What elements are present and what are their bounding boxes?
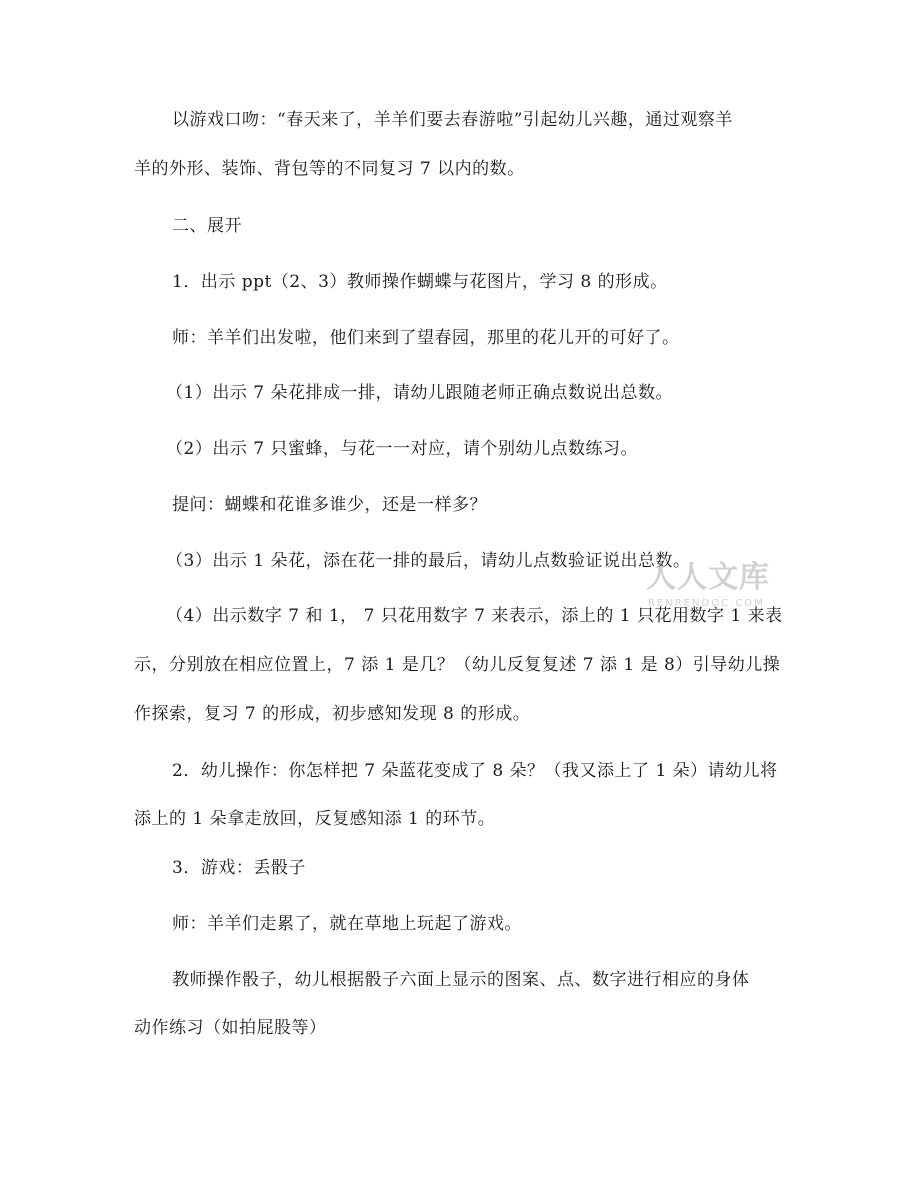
text-line: 作探索，复习 7 的形成，初步感知发现 8 的形成。 [134,704,531,724]
text-line: 3．游戏：丢骰子 [172,858,306,878]
text-line: （4）出示数字 7 和 1， 7 只花用数字 7 来表示，添上的 1 只花用数字 1 来表 [166,606,783,626]
text-line: 2．幼儿操作：你怎样把 7 朵蓝花变成了 8 朵？（我又添上了 1 朵）请幼儿将 [172,761,778,781]
text-line: （3）出示 1 朵花，添在花一排的最后，请幼儿点数验证说出总数。 [166,551,691,571]
text-line: （1）出示 7 朵花排成一排，请幼儿跟随老师正确点数说出总数。 [166,383,673,403]
text-line: 师：羊羊们走累了，就在草地上玩起了游戏。 [172,914,522,934]
watermark-title: 人人文库 [646,560,770,595]
text-line: 以游戏口吻：“春天来了，羊羊们要去春游啦”引起幼儿兴趣，通过观察羊 [172,110,733,130]
text-line: 1．出示 ppt（2、3）教师操作蝴蝶与花图片，学习 8 的形成。 [172,272,668,292]
text-line: 提问：蝴蝶和花谁多谁少，还是一样多？ [172,495,487,515]
text-line: （2）出示 7 只蜜蜂，与花一一对应，请个别幼儿点数练习。 [166,439,638,459]
text-line: 示，分别放在相应位置上，7 添 1 是几？（幼儿反复复述 7 添 1 是 8）引导幼儿操 [134,655,781,675]
text-line: 羊的外形、装饰、背包等的不同复习 7 以内的数。 [134,159,525,179]
text-line: 教师操作骰子，幼儿根据骰子六面上显示的图案、点、数字进行相应的身体 [172,970,750,990]
text-line: 动作练习（如拍屁股等） [134,1018,327,1038]
text-line: 师：羊羊们出发啦，他们来到了望春园，那里的花儿开的可好了。 [172,328,680,348]
watermark-subtitle: RENRENDOC.COM [648,598,765,609]
text-line: 添上的 1 朵拿走放回，反复感知添 1 的环节。 [134,809,496,829]
section-heading: 二、展开 [172,216,242,236]
watermark-logo [646,560,776,630]
